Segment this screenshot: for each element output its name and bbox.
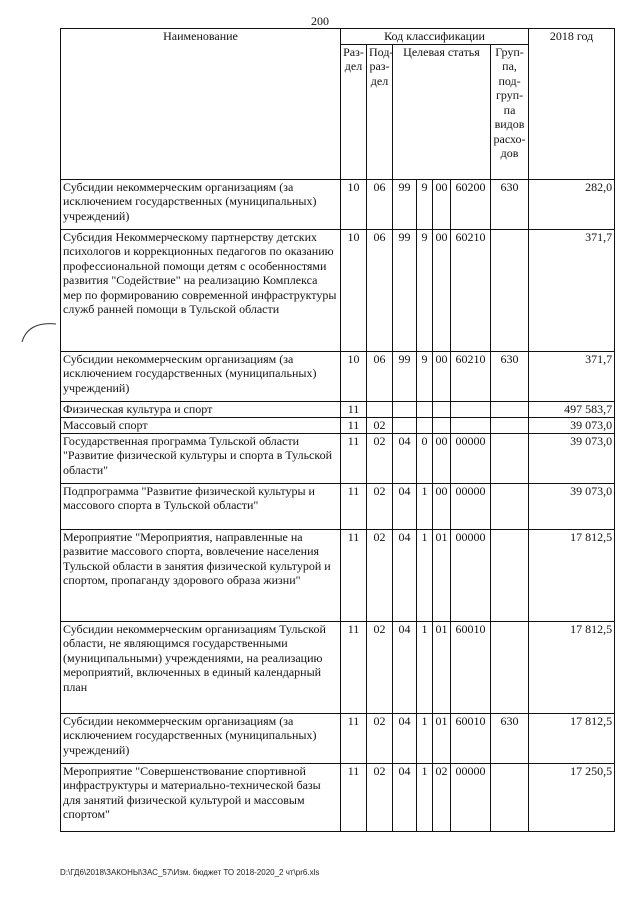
code-c3: 02 [433, 763, 451, 831]
code-c2: 9 [417, 351, 433, 401]
code-c3: 00 [433, 351, 451, 401]
code-pr: 06 [367, 179, 393, 229]
code-c3: 01 [433, 713, 451, 763]
row-amount: 282,0 [529, 179, 615, 229]
code-vr: 630 [491, 179, 529, 229]
code-c3: 00 [433, 179, 451, 229]
code-vr [491, 433, 529, 483]
code-c2: 1 [417, 763, 433, 831]
code-c2: 0 [417, 433, 433, 483]
code-vr: 630 [491, 713, 529, 763]
code-pr: 02 [367, 713, 393, 763]
table-row [61, 229, 615, 351]
code-c4: 60010 [451, 713, 491, 763]
code-pr: 06 [367, 351, 393, 401]
code-vr [491, 229, 529, 351]
row-name: Мероприятие "Мероприятия, направленные на развитие массового спорта, вовлечение населения Тульской области в занятия физической культурой и спортом, пропаганду здорового образа жизни" [61, 529, 341, 621]
row-amount: 17 812,5 [529, 621, 615, 713]
code-c3 [433, 401, 451, 417]
header-celevaya: Целевая статья [393, 44, 491, 179]
header-podrazdel: Под- раз- дел [367, 44, 393, 179]
row-amount: 39 073,0 [529, 417, 615, 433]
code-r: 11 [341, 417, 367, 433]
code-c1: 04 [393, 529, 417, 621]
row-amount: 17 812,5 [529, 529, 615, 621]
code-r: 11 [341, 713, 367, 763]
code-c1: 04 [393, 713, 417, 763]
table-row [61, 763, 615, 831]
table-row [61, 713, 615, 763]
row-amount: 39 073,0 [529, 433, 615, 483]
code-c3: 01 [433, 529, 451, 621]
code-vr [491, 529, 529, 621]
code-c4: 00000 [451, 529, 491, 621]
code-c1 [393, 401, 417, 417]
code-c2: 9 [417, 179, 433, 229]
code-pr: 02 [367, 433, 393, 483]
table-row [61, 529, 615, 621]
row-amount: 17 812,5 [529, 713, 615, 763]
code-r: 10 [341, 179, 367, 229]
code-c2: 1 [417, 529, 433, 621]
row-name: Субсидии некоммерческим организациям Тульской области, не являющимся государственными (муниципальными) учреждениями, на реализацию мероприятий, включенных в единый календарный план [61, 621, 341, 713]
code-c3: 00 [433, 433, 451, 483]
code-c4 [451, 417, 491, 433]
code-c2 [417, 417, 433, 433]
table-row [61, 417, 615, 433]
code-c4: 00000 [451, 483, 491, 529]
code-c3: 01 [433, 621, 451, 713]
code-r: 11 [341, 433, 367, 483]
code-c2: 9 [417, 229, 433, 351]
row-amount: 371,7 [529, 229, 615, 351]
code-c3: 00 [433, 229, 451, 351]
table-row [61, 621, 615, 713]
row-amount: 371,7 [529, 351, 615, 401]
row-name: Субсидии некоммерческим организациям (за исключением государственных (муниципальных) учреждений) [61, 713, 341, 763]
code-c4 [451, 401, 491, 417]
code-c1: 04 [393, 483, 417, 529]
code-pr: 02 [367, 621, 393, 713]
header-code: Код классификации [341, 29, 529, 45]
code-vr [491, 621, 529, 713]
table-row [61, 179, 615, 229]
row-name: Субсидии некоммерческим организациям (за исключением государственных (муниципальных) учреждений) [61, 179, 341, 229]
code-c1 [393, 417, 417, 433]
row-amount: 497 583,7 [529, 401, 615, 417]
code-c1: 04 [393, 621, 417, 713]
code-c2: 1 [417, 713, 433, 763]
header-gruppa: Груп- па, под- груп- па видов расхо- дов [491, 44, 529, 179]
code-c1: 04 [393, 763, 417, 831]
table-row [61, 483, 615, 529]
code-r: 10 [341, 351, 367, 401]
code-r: 10 [341, 229, 367, 351]
code-c1: 04 [393, 433, 417, 483]
code-c2 [417, 401, 433, 417]
code-c1: 99 [393, 229, 417, 351]
code-c4: 60210 [451, 351, 491, 401]
header-razdel: Раз- дел [341, 44, 367, 179]
row-name: Физическая культура и спорт [61, 401, 341, 417]
code-c2: 1 [417, 483, 433, 529]
code-pr: 02 [367, 483, 393, 529]
margin-pen-mark [18, 320, 58, 350]
code-vr [491, 763, 529, 831]
code-c4: 00000 [451, 763, 491, 831]
code-pr [367, 401, 393, 417]
table-row [61, 433, 615, 483]
code-pr: 02 [367, 763, 393, 831]
budget-table [60, 28, 615, 832]
file-path-footer: D:\ГД6\2018\ЗАКОНЫ\ЗАС_57\Изм. бюджет ТО 2018-2020_2 чт\pr6.xls [60, 868, 320, 877]
table-row [61, 351, 615, 401]
code-c4: 60010 [451, 621, 491, 713]
row-name: Субсидия Некоммерческому партнерству детских психологов и коррекционных педагогов по оказанию профессиональной помощи детям с особенностями развития "Содействие" на реализацию Комплекса мер по формированию современной инфраструктуры служб ранней помощи в Тульской области [61, 229, 341, 351]
code-r: 11 [341, 401, 367, 417]
table-row [61, 401, 615, 417]
page-number: 200 [311, 14, 329, 28]
code-pr: 02 [367, 417, 393, 433]
code-r: 11 [341, 483, 367, 529]
row-amount: 17 250,5 [529, 763, 615, 831]
code-vr [491, 417, 529, 433]
row-name: Массовый спорт [61, 417, 341, 433]
row-name: Подпрограмма "Развитие физической культуры и массового спорта в Тульской области" [61, 483, 341, 529]
code-r: 11 [341, 621, 367, 713]
code-c3: 00 [433, 483, 451, 529]
code-r: 11 [341, 529, 367, 621]
row-amount: 39 073,0 [529, 483, 615, 529]
code-c3 [433, 417, 451, 433]
code-c4: 00000 [451, 433, 491, 483]
code-pr: 06 [367, 229, 393, 351]
header-year: 2018 год [529, 29, 615, 180]
row-name: Мероприятие "Совершенствование спортивной инфраструктуры и материально-технической базы для занятий физической культурой и массовым спортом" [61, 763, 341, 831]
code-r: 11 [341, 763, 367, 831]
row-name: Государственная программа Тульской области "Развитие физической культуры и спорта в Тульской области" [61, 433, 341, 483]
row-name: Субсидии некоммерческим организациям (за исключением государственных (муниципальных) учреждений) [61, 351, 341, 401]
code-pr: 02 [367, 529, 393, 621]
code-vr [491, 483, 529, 529]
code-c1: 99 [393, 179, 417, 229]
code-c4: 60210 [451, 229, 491, 351]
header-name: Наименование [61, 29, 341, 180]
code-vr: 630 [491, 351, 529, 401]
code-vr [491, 401, 529, 417]
code-c1: 99 [393, 351, 417, 401]
code-c4: 60200 [451, 179, 491, 229]
code-c2: 1 [417, 621, 433, 713]
